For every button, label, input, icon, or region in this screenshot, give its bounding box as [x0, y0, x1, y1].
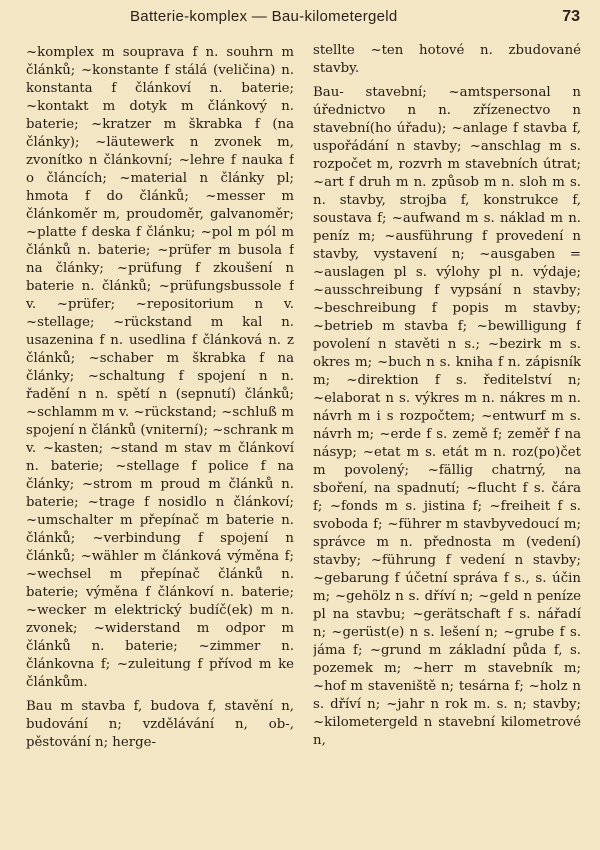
- page-header: [0, 8, 600, 34]
- right-column: [313, 42, 581, 848]
- left-column: [26, 44, 294, 844]
- dictionary-entry: Bau- stavební; ~amtspersonal n úřednictvo n n. zřízenectvo n stavební(ho úřadu); ~anlage f stavba f, uspořádání n stavby; ~anschlag m s. rozpočet m, rozvrh m stavebních útrat; ~art f druh m n. způsob m n. sloh m s. n. stavby, strojba f, konstrukce f, soustava f; ~aufwand m s. náklad m n. peníz m; ~ausführung f provedení n stavby, vystavení n; ~ausgaben = ~auslagen pl s. výlohy pl n. výdaje; ~ausschreibung f vypsání n stavby; ~beschreibung f popis m stavby; ~betrieb m stavba f; ~bewilligung f povolení n stavěti n s.; ~bezirk m s. okres m; ~buch n s. kniha f n. zápisník m; ~direktion f s. ředitelství n; ~elaborat n s. výkres m n. nákres m n. návrh m i s rozpočtem; ~entwurf m s. návrh m; ~erde f s. země f; zeměř f na násyp; ~etat m s. etát m n. roz(po)čet m povolený; ~fällig chatrný, na sboření, na spadnutí; ~flucht f s. čára f; ~fonds m s. jistina f; ~freiheit f s. svoboda f; ~führer m stavbyvedoucí m; správce m n. přednosta m (vedení) stavby; ~führung f vedení n stavby; ~gebarung f účetní správa f s., s. účin m; ~gehölz n s. dříví n; ~geld n peníze pl na stavbu; ~gerätschaft f s. nářadí n; ~gerüst(e) n s. lešení n; ~grube f s. jáma f; ~grund m základní půda f, s. pozemek m; ~herr m stavebník m; ~hof m staveniště n; tesárna f; ~holz n s. dříví n; ~jahr n rok m. s. n; stavby; ~kilometergeld n stavební kilometrové n,: [313, 85, 581, 748]
- dictionary-entry: Bau m stavba f, budova f, stavění n, budování n; vzdělávání n, ob-, pěstování n; herge-: [26, 699, 294, 750]
- running-header-title: Batterie-komplex — Bau-kilometergeld: [130, 8, 398, 25]
- page-number: 73: [562, 8, 580, 25]
- dictionary-entry: stellte ~ten hotové n. zbudované stavby.: [313, 43, 581, 76]
- dictionary-entry: ~komplex m souprava f n. souhrn m článků; ~konstante f stálá (veličina) n. konstanta f článkoví n. baterie; ~kontakt m dotyk m článkový n. baterie; ~kratzer m škrabka f (na články); ~läutewerk n zvonek m, zvonítko n článkovní; ~lehre f nauka f o článcích; ~material n články pl; hmota f do článků; ~messer m článkoměr m, proudoměr, galvanoměr; ~platte f deska f článku; ~pol m pól m článků n. baterie; ~prüfer m busola f na články; ~prüfung f zkoušení n baterie n. článků; ~prüfungsbussole f v. ~prüfer; ~repositorium n v. ~stellage; ~rückstand m kal n. usazenina f n. usedlina f článková n. z článků; ~schaber m škrabka f na články; ~schaltung f spojení n n. řadění n n. spětí n (sepnutí) článků; ~schlamm m v. ~rückstand; ~schluß m spojení n článků (vniterní); ~schrank m v. ~kasten; ~stand m stav m článkoví n. baterie; ~stellage f police f na články; ~strom m proud m článků n. baterie; ~trage f nosidlo n článkoví; ~umschalter m přepínač m baterie n. článků; ~verbindung f spojení n článků; ~wähler m článková výměna f; ~wechsel m přepínač článků n. baterie; výměna f článkoví n. baterie; ~wecker m elektrický budíč(ek) m n. zvonek; ~widerstand m odpor m článků n. baterie; ~zimmer n. článkovna f; ~zuleitung f přívod m ke článkům.: [26, 45, 294, 690]
